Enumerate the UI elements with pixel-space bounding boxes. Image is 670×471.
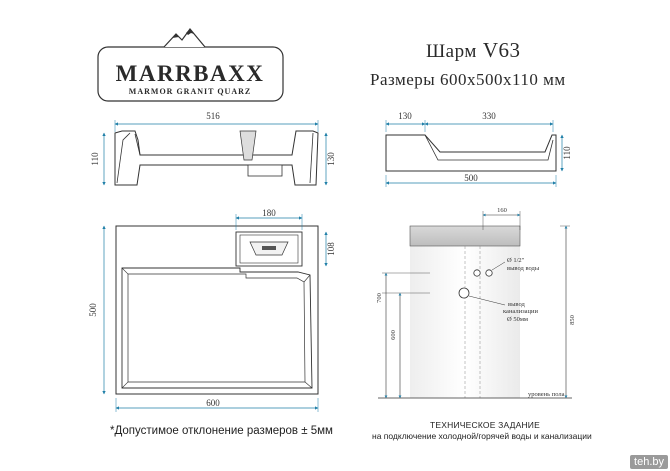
floor-label: уровень пола [528,391,565,398]
water-outlet-right [486,270,492,276]
side-top-right-dim: 330 [482,111,496,121]
side-top-left-dim: 130 [398,111,412,121]
model-name: V63 [482,38,521,62]
tz-title: ТЕХНИЧЕСКОЕ ЗАДАНИЕ [430,420,540,430]
water-label: вывод воды [507,265,540,272]
size-line: Размеры 600x500x110 мм [370,70,566,89]
top-width-dim: 600 [206,398,220,408]
water-outlet-left [474,270,480,276]
drain-outlet [459,288,469,298]
height-600-dim: 600 [390,330,397,340]
tolerance-note: *Допустимое отклонение размеров ± 5мм [110,425,333,437]
brand-name: MARRBAXX [115,61,265,86]
drain-label-1: вывод [508,301,525,308]
brand-logo [98,29,283,101]
water-diameter: Ø 1/2" [507,257,525,264]
drain-diameter: Ø 50мм [507,316,529,323]
drain-label-2: канализации [503,308,538,315]
front-view [90,111,336,185]
side-view [386,111,572,187]
top-view [88,208,336,412]
product-title [426,38,521,63]
install-offset-dim: 160 [497,207,507,214]
overflow-width-dim: 180 [262,208,276,218]
height-700-dim: 700 [376,293,383,303]
series-name: Шарм [426,41,477,62]
watermark: teh.by [630,455,668,469]
install-scheme [376,207,576,398]
height-850-dim: 850 [569,315,576,325]
front-width-dim: 516 [206,111,220,121]
front-height-right-dim: 130 [326,152,336,166]
tz-subtitle: на подключение холодной/горячей воды и канализации [372,431,592,441]
overflow-height-dim: 108 [326,242,336,256]
side-bottom-dim: 500 [464,173,478,183]
top-depth-dim: 500 [88,303,98,317]
brand-tagline: MARMOR GRANIT QUARZ [128,87,252,96]
front-height-left-dim: 110 [90,152,100,166]
side-height-dim: 110 [562,146,572,160]
